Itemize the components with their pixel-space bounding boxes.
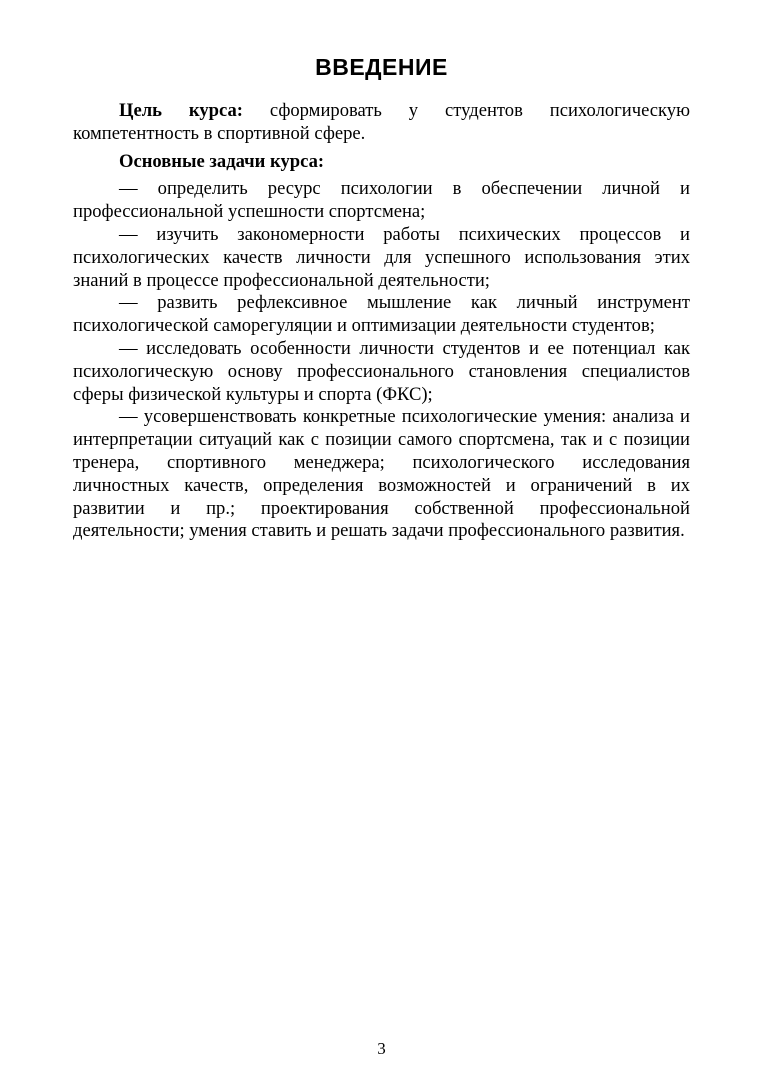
task-item: — развить рефлексивное мышление как личный инструмент психологической саморегуляции и оптимизации деятельности студентов; xyxy=(73,292,690,337)
task-item: — определить ресурс психологии в обеспечении личной и профессиональной успешности спортсмена; xyxy=(73,178,690,223)
course-goal-label: Цель курса: xyxy=(119,100,243,121)
page-number: 3 xyxy=(377,1039,386,1058)
tasks-heading xyxy=(73,151,690,174)
tasks-heading-text: Основные задачи курса: xyxy=(119,150,325,172)
task-item: — усовершенствовать конкретные психологические умения: анализа и интерпретации ситуаций как с позиции самого спортсмена, так и с позиции тренера, спортивного менеджера; психологического исследования личностных качеств, определения возможностей и ограничений в их развитии и пр.; проектирования собственной профессиональной деятельности; умения ставить и решать задачи профессионального развития. xyxy=(73,406,690,542)
task-item: — изучить закономерности работы психических процессов и психологических качеств личности для успешного использования этих знаний в процессе профессиональной деятельности; xyxy=(73,223,690,291)
page-title: ВВЕДЕНИЕ xyxy=(315,54,448,80)
course-goal-paragraph xyxy=(73,100,690,146)
course-goal-text: сформировать у студентов психологическую компетентность в спортивной сфере. xyxy=(73,100,690,144)
task-item: — исследовать особенности личности студентов и ее потенциал как психологическую основу профессионального становления специалистов сферы физической культуры и спорта (ФКС); xyxy=(73,337,690,405)
document-body xyxy=(73,100,690,543)
